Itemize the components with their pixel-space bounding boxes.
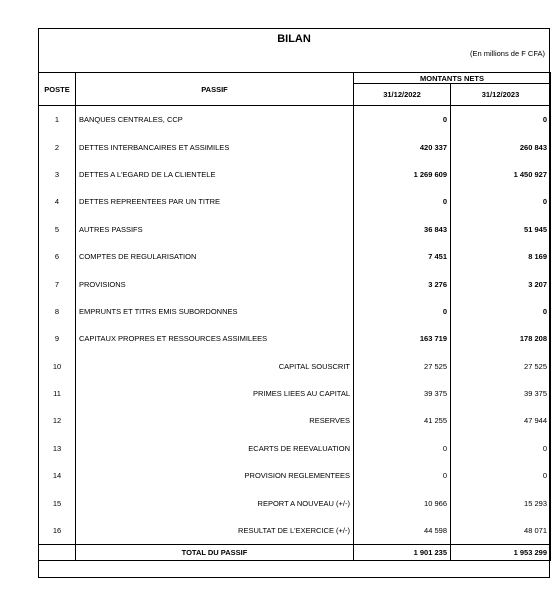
header-passif: PASSIF — [76, 73, 354, 106]
header-poste: POSTE — [39, 73, 76, 106]
total-poste-cell — [39, 545, 76, 561]
header-2023: 31/12/2023 — [451, 84, 551, 106]
row-poste: 10 — [39, 353, 76, 380]
row-value-2023: 0 — [451, 106, 551, 134]
row-value-2022: 3 276 — [354, 270, 451, 297]
row-value-2023: 27 525 — [451, 353, 551, 380]
row-label: REPORT A NOUVEAU (+/-) — [76, 489, 354, 516]
balance-sheet-frame — [38, 28, 550, 578]
row-value-2022: 163 719 — [354, 325, 451, 352]
row-value-2023: 0 — [451, 462, 551, 489]
row-label: RESULTAT DE L'EXERCICE (+/-) — [76, 517, 354, 545]
row-value-2022: 0 — [354, 435, 451, 462]
row-poste: 15 — [39, 489, 76, 516]
total-row — [39, 545, 551, 561]
row-value-2023: 8 169 — [451, 243, 551, 270]
row-value-2023: 0 — [451, 435, 551, 462]
table-row — [39, 325, 551, 352]
row-value-2023: 3 207 — [451, 270, 551, 297]
row-value-2022: 10 966 — [354, 489, 451, 516]
row-value-2023: 15 293 — [451, 489, 551, 516]
row-value-2022: 41 255 — [354, 407, 451, 434]
row-label: COMPTES DE REGULARISATION — [76, 243, 354, 270]
row-label: ECARTS DE REEVALUATION — [76, 435, 354, 462]
row-poste: 2 — [39, 133, 76, 160]
table-row — [39, 380, 551, 407]
table-row — [39, 489, 551, 516]
row-label: CAPITAL SOUSCRIT — [76, 353, 354, 380]
row-value-2022: 420 337 — [354, 133, 451, 160]
row-poste: 8 — [39, 298, 76, 325]
row-poste: 16 — [39, 517, 76, 545]
table-row — [39, 216, 551, 243]
row-poste: 13 — [39, 435, 76, 462]
row-value-2023: 0 — [451, 188, 551, 215]
row-poste: 11 — [39, 380, 76, 407]
row-value-2022: 7 451 — [354, 243, 451, 270]
total-2023: 1 953 299 — [451, 545, 551, 561]
row-value-2023: 1 450 927 — [451, 161, 551, 188]
page-title: BILAN — [277, 33, 311, 45]
row-value-2022: 44 598 — [354, 517, 451, 545]
table-body — [39, 106, 551, 545]
row-value-2023: 178 208 — [451, 325, 551, 352]
row-poste: 1 — [39, 106, 76, 134]
row-poste: 5 — [39, 216, 76, 243]
row-poste: 7 — [39, 270, 76, 297]
row-label: PROVISION REGLEMENTEES — [76, 462, 354, 489]
table-row — [39, 106, 551, 134]
row-value-2023: 0 — [451, 298, 551, 325]
table-row — [39, 517, 551, 545]
table-row — [39, 298, 551, 325]
table-row — [39, 462, 551, 489]
row-label: DETTES REPREENTEES PAR UN TITRE — [76, 188, 354, 215]
row-value-2022: 0 — [354, 298, 451, 325]
row-label: EMPRUNTS ET TITRS EMIS SUBORDONNES — [76, 298, 354, 325]
row-poste: 4 — [39, 188, 76, 215]
row-label: DETTES A L'EGARD DE LA CLIENTELE — [76, 161, 354, 188]
row-label: DETTES INTERBANCAIRES ET ASSIMILES — [76, 133, 354, 160]
row-poste: 14 — [39, 462, 76, 489]
table-row — [39, 243, 551, 270]
row-value-2022: 0 — [354, 188, 451, 215]
total-label: TOTAL DU PASSIF — [76, 545, 354, 561]
passif-table — [38, 72, 551, 561]
row-value-2022: 0 — [354, 462, 451, 489]
table-row — [39, 353, 551, 380]
row-value-2022: 1 269 609 — [354, 161, 451, 188]
row-label: BANQUES CENTRALES, CCP — [76, 106, 354, 134]
table-row — [39, 270, 551, 297]
row-value-2023: 39 375 — [451, 380, 551, 407]
table-row — [39, 407, 551, 434]
row-value-2022: 27 525 — [354, 353, 451, 380]
row-value-2022: 39 375 — [354, 380, 451, 407]
row-label: AUTRES PASSIFS — [76, 216, 354, 243]
table-row — [39, 161, 551, 188]
row-poste: 9 — [39, 325, 76, 352]
row-value-2023: 51 945 — [451, 216, 551, 243]
unit-note: (En millions de F CFA) — [469, 49, 545, 58]
row-value-2023: 48 071 — [451, 517, 551, 545]
row-value-2022: 36 843 — [354, 216, 451, 243]
table-row — [39, 188, 551, 215]
row-value-2023: 260 843 — [451, 133, 551, 160]
row-label: PROVISIONS — [76, 270, 354, 297]
header-montants-nets: MONTANTS NETS — [354, 73, 551, 84]
row-value-2023: 47 944 — [451, 407, 551, 434]
row-poste: 12 — [39, 407, 76, 434]
row-label: RESERVES — [76, 407, 354, 434]
header-2022: 31/12/2022 — [354, 84, 451, 106]
row-poste: 6 — [39, 243, 76, 270]
total-2022: 1 901 235 — [354, 545, 451, 561]
table-row — [39, 435, 551, 462]
row-value-2022: 0 — [354, 106, 451, 134]
row-poste: 3 — [39, 161, 76, 188]
table-row — [39, 133, 551, 160]
row-label: PRIMES LIEES AU CAPITAL — [76, 380, 354, 407]
row-label: CAPITAUX PROPRES ET RESSOURCES ASSIMILEES — [76, 325, 354, 352]
